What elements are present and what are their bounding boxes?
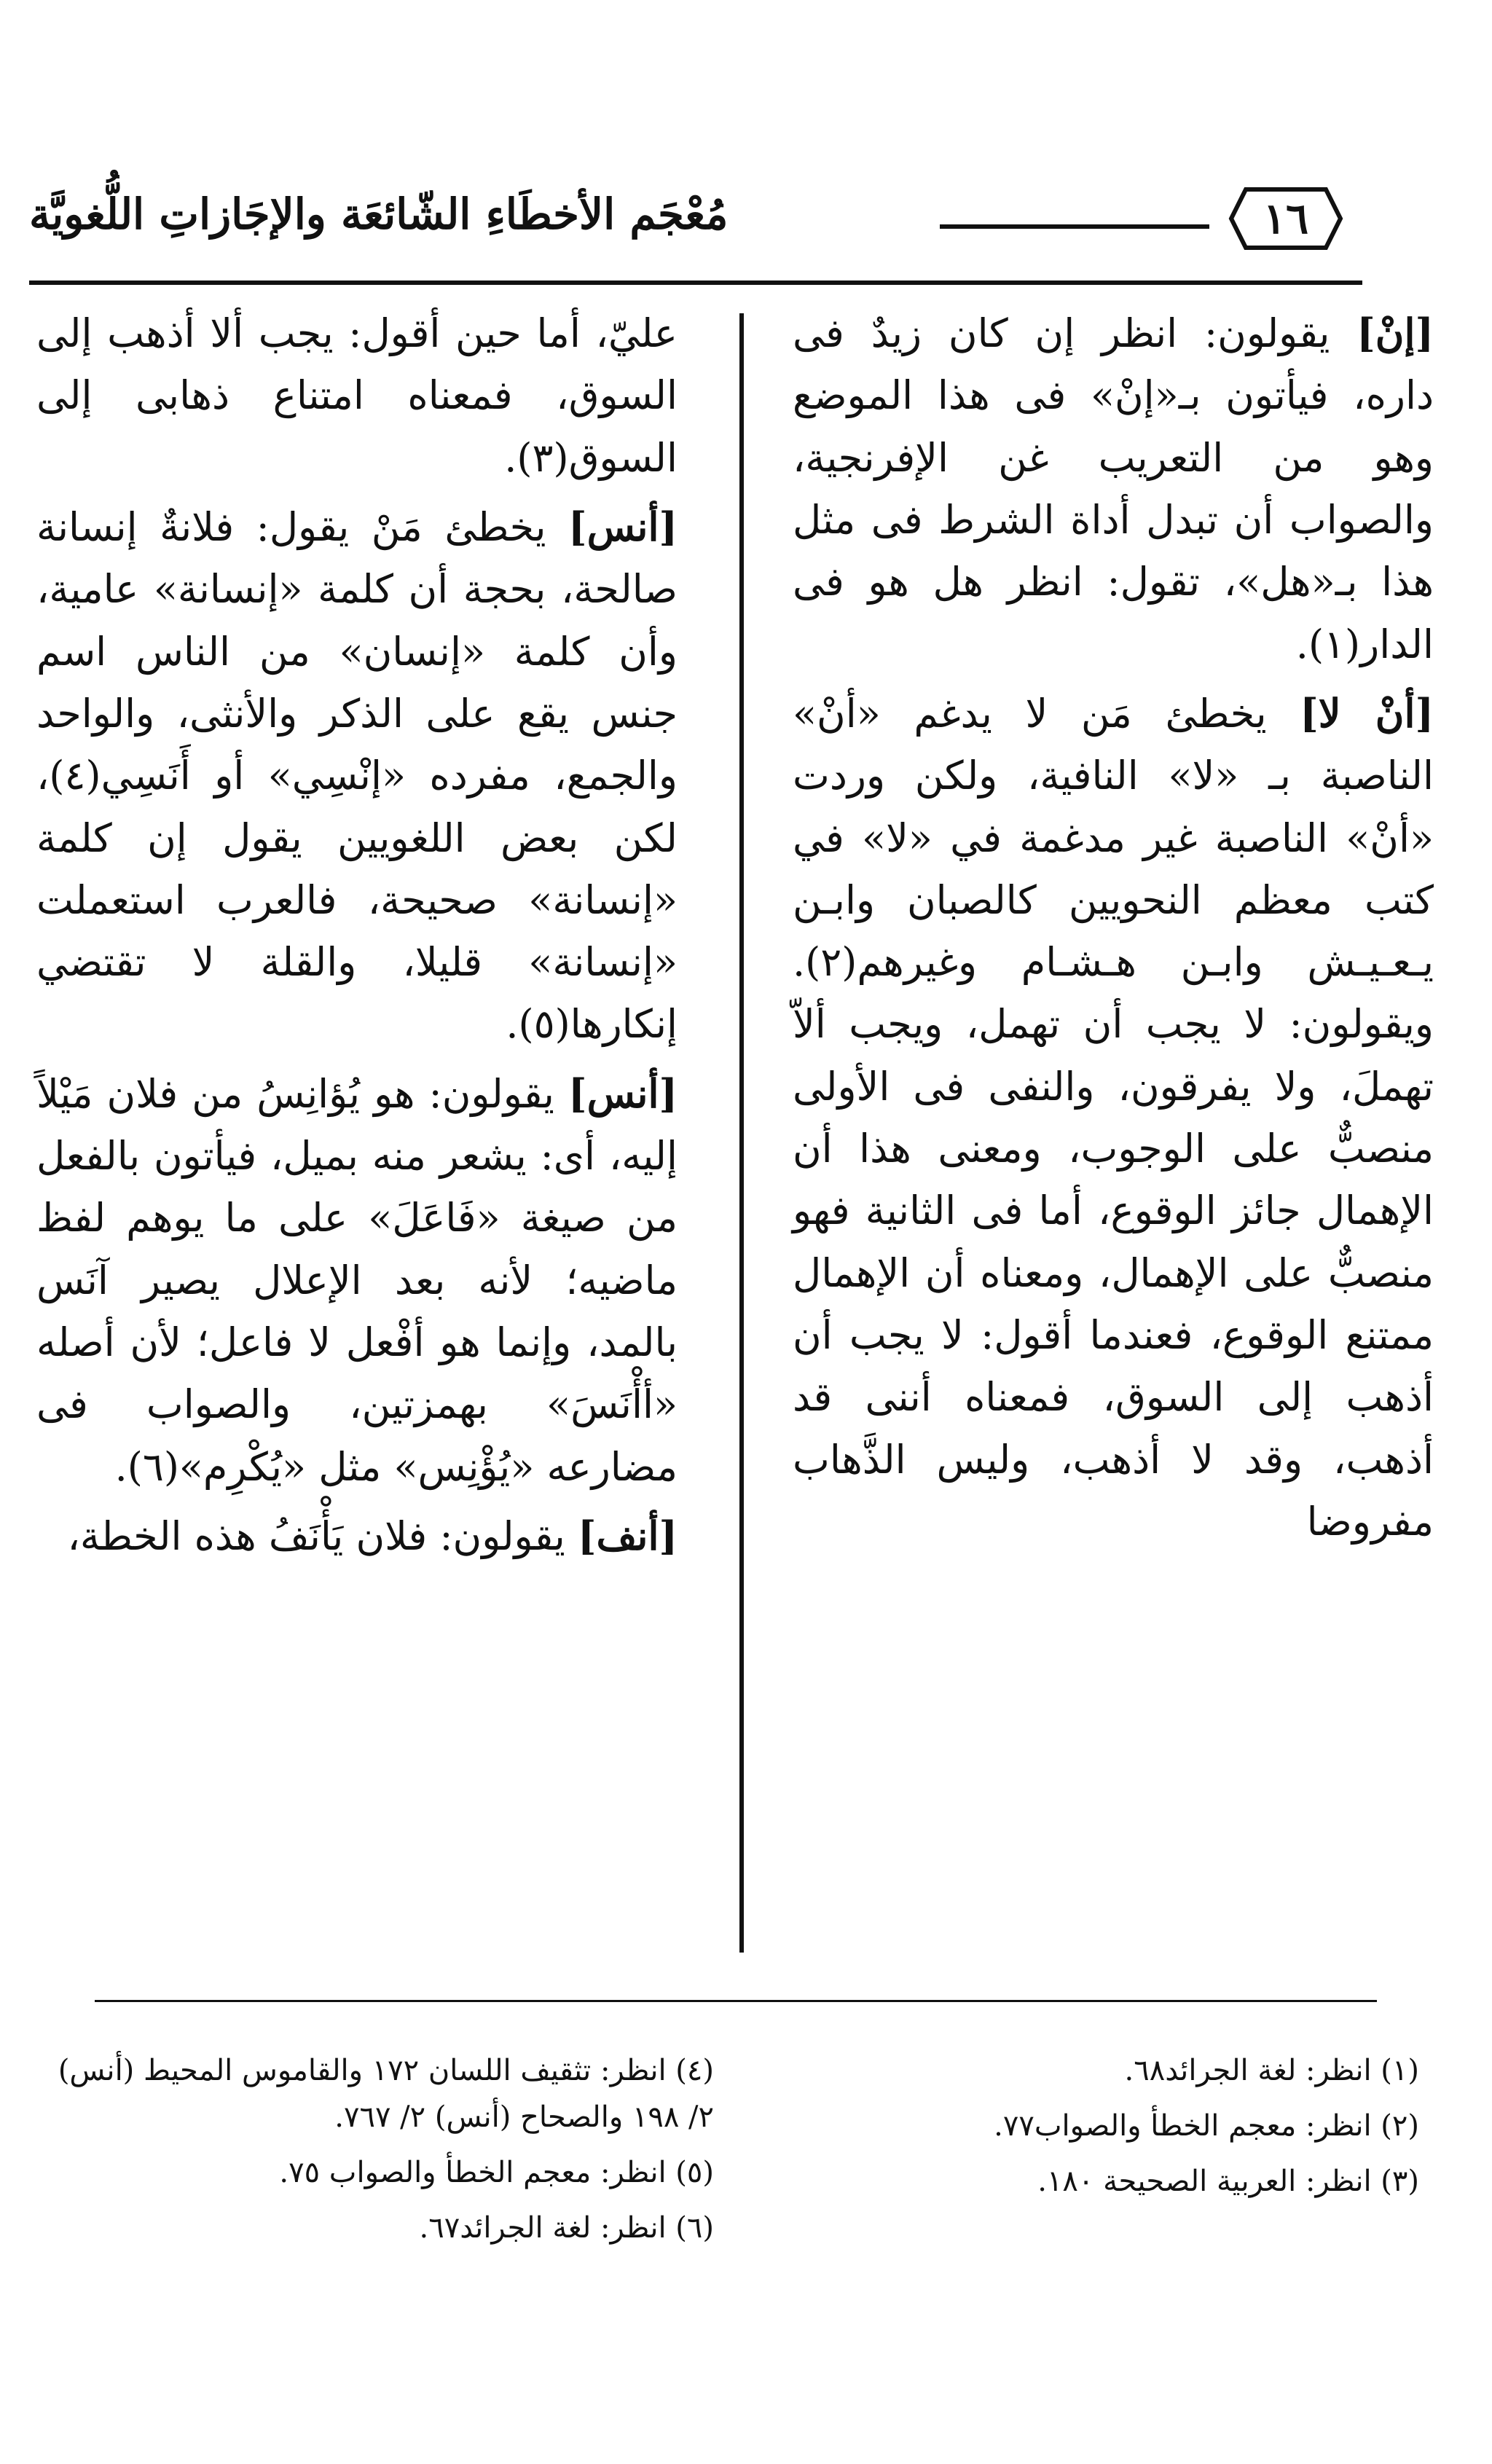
- entry-anf: [36, 1505, 678, 1567]
- footnote-rule: [95, 2000, 1377, 2002]
- left-column: [36, 302, 678, 1574]
- entry-ins-1: [36, 496, 678, 1056]
- entry-text: يقولون: انظر إن كان زيدٌ فى داره، فيأتون بـ«إنْ» فى هذا الموضع وهو من التعريب غن الإفرنجية، والصواب أن تبدل أداة الشرط فى مثل هذا بـ«هل»، تقول: انظر هل هو فى الدار(١).: [793, 310, 1434, 667]
- footnote: (٢) انظر: معجم الخطأ والصواب٧٧.: [994, 2109, 1419, 2143]
- entry-text: عليّ، أما حين أقول: يجب ألا أذهب إلى السوق، فمعناه امتناع ذهابى إلى السوق(٣).: [36, 310, 678, 481]
- headword: [أنس]: [568, 503, 678, 550]
- column-divider: [739, 313, 744, 1953]
- footnote: (٥) انظر: معجم الخطأ والصواب ٧٥.: [279, 2156, 714, 2189]
- footnotes-right: [778, 2047, 1419, 2213]
- entry-text: يخطئ مَن لا يدغم «أنْ» الناصبة بـ «لا» النافية، ولكن وردت «أنْ» الناصبة غير مدغمة في «لا» في كتب معظم النحويين كالصبان وابـن يـعـيـش وابـن هـشـام وغيرهم(٢). ويقولون: لا يجب أن تهمل، ويجب ألاّ تهملَ، ولا يفرقون، والنفى فى الأولى منصبٌّ على الوجوب، ومعنى هذا أن الإهمال جائز الوقوع، أما فى الثانية فهو منصبٌّ على الإهمال، ومعناه أن الإهمال ممتنع الوقوع، فعندما أقول: لا يجب أن أذهب إلى السوق، فمعناه أننى قد أذهب، وقد لا أذهب، وليس الذَّهاب مفروضا: [793, 690, 1434, 1545]
- page-header: [29, 182, 1362, 270]
- headword: [أنف]: [577, 1512, 678, 1559]
- entry-text: يقولون: هو يُؤانِسُ من فلان مَيْلاً إليه، أى: يشعر منه بميل، فيأتون بالفعل من صيغة «فَاعَلَ» على ما يوهم لفظ ماضيه؛ لأنه بعد الإعلال يصير آنَس بالمد، وإنما هو أفْعل لا فاعل؛ لأن أصله «أأْنَسَ» بهمزتين، والصواب فى مضارعه «يُؤْنِس» مثل «يُكْرِم»(٦).: [36, 1070, 678, 1490]
- footnote: (١) انظر: لغة الجرائد٦٨.: [1124, 2054, 1419, 2087]
- entry-continuation: [36, 302, 678, 489]
- entry-ins-2: [36, 1063, 678, 1498]
- running-title: مُعْجَم الأخطَاءِ الشّائعَة والإجَازاتِ اللُّغويَّة: [29, 189, 729, 239]
- entry-an-la: [793, 683, 1434, 1553]
- page-number: ١٦: [1263, 194, 1309, 243]
- footnote: (٦) انظر: لغة الجرائد٦٧.: [419, 2211, 714, 2245]
- page-number-badge: [1224, 182, 1348, 255]
- footnotes-left: [44, 2047, 714, 2260]
- entry-text: يقولون: فلان يَأْنَفُ هذه الخطة،: [67, 1512, 565, 1559]
- footnote: (٤) انظر: تثقيف اللسان ١٧٢ والقاموس المحيط (أنس) ٢/ ١٩٨ والصحاح (أنس) ٢/ ٧٦٧.: [58, 2054, 714, 2134]
- headword: [أنس]: [568, 1070, 678, 1117]
- footnote: (٣) انظر: العربية الصحيحة ١٨٠.: [1037, 2165, 1419, 2198]
- headword: [أنْ لا]: [1300, 689, 1434, 737]
- header-rule: [940, 224, 1209, 229]
- entry-in: [793, 302, 1434, 675]
- entry-text: يخطئ مَنْ يقول: فلانةٌ إنسانة صالحة، بحجة أن كلمة «إنسانة» عامية، وأن كلمة «إنسان» من الناس اسم جنس يقع على الذكر والأنثى، والواحد والجمع، مفرده «إنْسِي» أو أَنَسِي(٤)، لكن بعض اللغويين يقول إن كلمة «إنسانة» صحيحة، فالعرب استعملت «إنسانة» قليلا، والقلة لا تقتضي إنكارها(٥).: [36, 503, 678, 1048]
- right-column: [793, 302, 1434, 1560]
- headword: [إنْ]: [1356, 310, 1434, 356]
- header-divider: [29, 280, 1362, 285]
